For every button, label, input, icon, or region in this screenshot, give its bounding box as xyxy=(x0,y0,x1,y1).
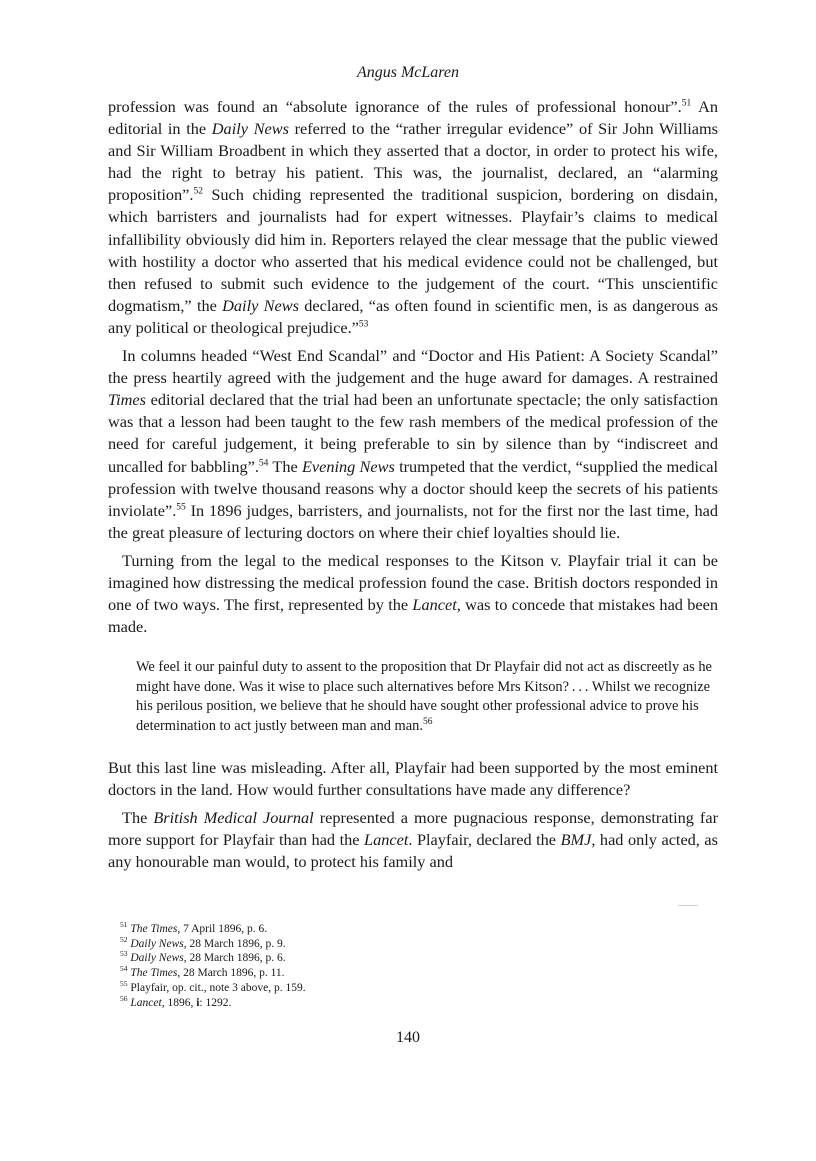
footnote-rule xyxy=(678,905,698,906)
paragraphs-after-quote xyxy=(108,757,718,873)
footnote xyxy=(120,978,306,996)
paragraph xyxy=(108,345,718,544)
footnote-text: , 1896, xyxy=(161,996,197,1009)
block-quote xyxy=(136,658,718,736)
text-run: Turning from the legal to the medical responses to the Kitson v. Playfair trial it can be imagined how distressing the medical profession found the case. British doctors responded in one of two ways. The first, represented by the xyxy=(108,550,718,615)
footnote-tail: : 1292. xyxy=(199,996,232,1009)
paragraph xyxy=(108,96,718,339)
footnote xyxy=(120,934,306,952)
text-run: The xyxy=(122,807,154,827)
paragraph xyxy=(108,807,718,873)
footnote xyxy=(120,922,306,937)
footnote-source: The Times xyxy=(130,923,178,935)
text-run: referred to the “rather irregular evidence” of Sir John Williams and Sir William Broadbent in which they asserted that a doctor, in order to protect his wife, had the right to betray his patient. This was, the journalist, declared, an “alarming proposition”. xyxy=(108,119,718,205)
footnote-text: , 7 April 1896, p. 6. xyxy=(177,923,268,935)
paragraph xyxy=(108,757,718,801)
text-run: But this last line was misleading. After all, Playfair had been supported by the most eminent doctors in the land. How would further consultations have made any difference? xyxy=(108,757,718,799)
page-number: 140 xyxy=(396,1029,420,1046)
text-run: In columns headed “West End Scandal” and “Doctor and His Patient: A Society Scandal” the press heartily agreed with the judgement and the huge award for damages. A restrained xyxy=(108,346,718,388)
footnote-ref: 52 xyxy=(193,186,203,197)
italic-text: British Medical Journal xyxy=(153,807,314,827)
footnote-text: Playfair, op. cit., note 3 above, p. 159. xyxy=(130,981,306,994)
italic-text: Lancet xyxy=(412,595,457,615)
footnote-number: 53 xyxy=(120,949,128,959)
footnote-ref: 51 xyxy=(681,98,692,109)
footnote xyxy=(120,993,306,1011)
text-run: , had only acted, as any honourable man would, to protect his family and xyxy=(108,829,718,871)
footnote xyxy=(120,966,306,981)
footnote-volume: i xyxy=(196,996,200,1009)
text-run: Such chiding represented the traditional suspicion, bordering on disdain, which barristers and journalists had for expert witnesses. Playfair’s claims to medical infallibility obviously did him in. Reporters relayed the clear message that the public viewed with hostility a doctor who asserted that his medical evidence could not be challenged, but then refused to submit such evidence to the judgement of the court. “This unscientific dogmatism,” the xyxy=(108,185,718,315)
footnote-number: 52 xyxy=(120,934,128,944)
text-run: editorial declared that the trial had been an unfortunate spectacle; the only satisfaction was that a lesson had been taught to the few rash members of the medical profession of the need for careful judgement, it being preferable to sin by silence than by “indiscreet and uncalled for babbling”. xyxy=(108,390,718,476)
text-run: An editorial in the xyxy=(108,97,718,139)
footnote-source: Lancet xyxy=(130,996,162,1009)
text-run: profession was found an “absolute ignorance of the rules of professional honour”. xyxy=(108,97,682,116)
italic-text: Daily News xyxy=(211,119,289,139)
footnote-text: , 28 March 1896, p. 6. xyxy=(183,952,286,965)
italic-text: Lancet xyxy=(364,829,409,849)
footnote-source: The Times xyxy=(130,967,178,980)
footnote-ref: 54 xyxy=(258,458,269,469)
italic-text: Daily News xyxy=(222,295,299,315)
footnote-number: 56 xyxy=(120,993,128,1003)
text-run: declared, “as often found in scientific men, is as dangerous as any political or theological prejudice.” xyxy=(108,295,718,337)
footnote xyxy=(120,951,306,966)
footnote-ref: 53 xyxy=(358,319,369,330)
text-run: In 1896 judges, barristers, and journalists, not for the first nor the last time, had the great pleasure of lecturing doctors on where their chief loyalties should lie. xyxy=(108,500,718,542)
italic-text: BMJ xyxy=(560,829,592,849)
text-run: . Playfair, declared the xyxy=(408,829,561,849)
text-run: represented a more pugnacious response, demonstrating far more support for Playfair than had the xyxy=(108,807,718,849)
footnote-source: Daily News xyxy=(130,952,184,965)
footnote-number: 55 xyxy=(120,978,128,988)
text-run: The xyxy=(268,456,302,476)
text-run: , was to concede that mistakes had been made. xyxy=(108,595,718,637)
footnote-number: 54 xyxy=(120,964,128,974)
italic-text: Evening News xyxy=(301,456,395,476)
footnote-ref: 55 xyxy=(176,502,186,513)
footnote-text: , 28 March 1896, p. 11. xyxy=(177,967,285,980)
footnote-source: Daily News xyxy=(130,937,184,950)
main-text xyxy=(108,96,718,879)
italic-text: Times xyxy=(108,390,146,410)
footnote-number: 51 xyxy=(120,920,128,930)
footnotes xyxy=(120,922,306,1010)
paragraphs-before-quote xyxy=(108,96,718,638)
footnote-text: , 28 March 1896, p. 9. xyxy=(183,937,286,950)
text-run: We feel it our painful duty to assent to the proposition that Dr Playfair did not act as discreetly as he might have done. Was it wise to place such alternatives before Mrs Kitson? . . . Whilst we recognize his perilous position, we believe that he should have sought other professional advice to prove his determination to act justly between man and man. xyxy=(136,659,712,735)
text-run: trumpeted that the verdict, “supplied the medical profession with twelve thousand reasons why a doctor should keep the secrets of his patients inviolate”. xyxy=(108,456,719,520)
footnote-ref: 56 xyxy=(422,717,433,728)
paragraph xyxy=(108,550,718,638)
running-header: Angus McLaren xyxy=(356,64,460,81)
